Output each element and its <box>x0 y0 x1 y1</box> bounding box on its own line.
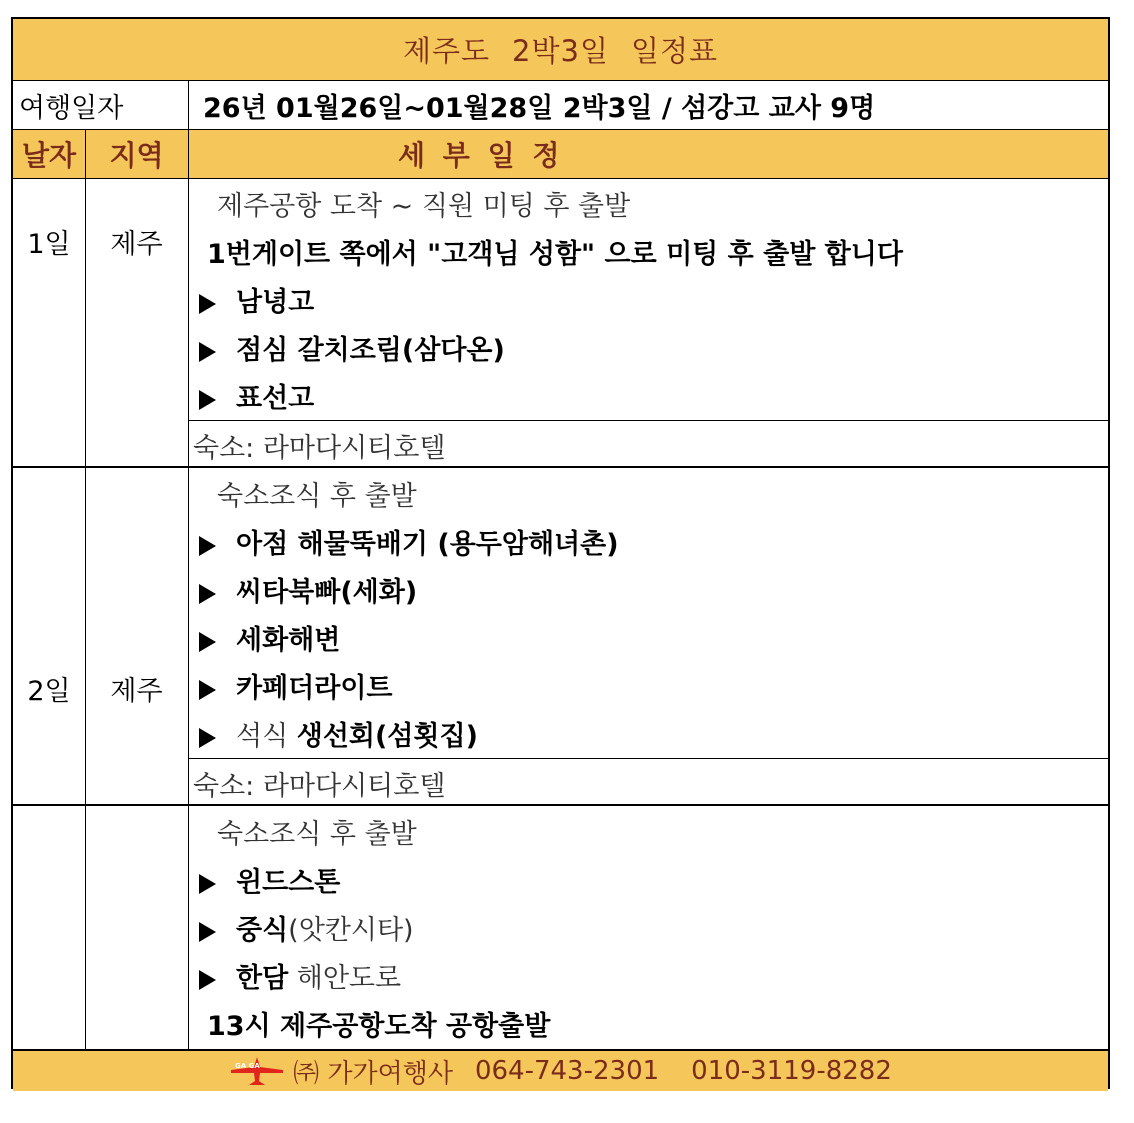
day1-item: 점심 갈치조림(삼다온) <box>199 328 505 367</box>
day1-line-1: 제주공항 도착 ~ 직원 미팅 후 출발 <box>217 191 631 222</box>
bullet-arrow-icon <box>199 728 216 748</box>
day3-line-last: 13시 제주공항도착 공항출발 <box>207 1011 551 1042</box>
day1-item: 표선고 <box>199 376 314 415</box>
bullet-arrow-icon <box>199 922 216 942</box>
title-schedule: 일정표 <box>630 34 719 68</box>
bullet-arrow-icon <box>199 294 216 314</box>
company-name: ㈜ 가가여행사 <box>293 1058 453 1089</box>
bullet-arrow-icon <box>199 680 216 700</box>
header-date: 날자 <box>21 139 77 172</box>
day1-region: 제주 <box>110 229 163 260</box>
day1-line-2: 1번게이트 쪽에서 "고객님 성함" 으로 미팅 후 출발 합니다 <box>207 239 903 270</box>
day3-item: 윈드스톤 <box>199 860 340 899</box>
svg-text:GA GA: GA GA <box>235 1062 260 1070</box>
itinerary-sheet <box>11 17 1110 1089</box>
travel-date-label: 여행일자 <box>19 92 124 124</box>
day2-item: 석식 생선회(섬횟집) <box>199 714 478 753</box>
day1-label: 1일 <box>27 229 71 260</box>
day3-item: 중식(앗칸시타) <box>199 908 414 947</box>
day2-item: 씨타북빠(세화) <box>199 570 417 609</box>
bullet-arrow-icon <box>199 342 216 362</box>
day3-item: 한담 해안도로 <box>199 956 401 995</box>
day2-item: 세화해변 <box>199 618 340 657</box>
itinerary-title <box>13 19 1108 81</box>
airplane-logo-icon <box>229 1055 285 1087</box>
day2-lodging: 숙소: 라마다시티호텔 <box>193 771 446 802</box>
day2-region: 제주 <box>110 675 163 707</box>
bullet-arrow-icon <box>199 584 216 604</box>
bullet-arrow-icon <box>199 390 216 410</box>
day1-item: 남녕고 <box>199 280 314 319</box>
header-detail: 세 부 일 정 <box>398 139 564 172</box>
travel-date-value: 26년 01월26일~01월28일 2박3일 / 섬강고 교사 9명 <box>203 92 876 124</box>
bullet-arrow-icon <box>199 536 216 556</box>
bullet-arrow-icon <box>199 874 216 894</box>
phone-office: 064-743-2301 <box>474 1056 660 1086</box>
phone-mobile: 010-3119-8282 <box>691 1056 892 1086</box>
title-place: 제주도 <box>402 34 491 68</box>
bullet-arrow-icon <box>199 632 216 652</box>
day3-line-1: 숙소조식 후 출발 <box>217 819 417 850</box>
title-duration: 2박3일 <box>512 34 609 68</box>
day2-label: 2일 <box>27 675 71 707</box>
bullet-arrow-icon <box>199 970 216 990</box>
footer <box>13 1049 1108 1091</box>
day2-item: 카페더라이트 <box>199 666 393 705</box>
day2-line-1: 숙소조식 후 출발 <box>217 481 417 512</box>
day1-lodging: 숙소: 라마다시티호텔 <box>193 433 446 464</box>
day2-item: 아점 해물뚝배기 (용두암해녀촌) <box>199 522 619 561</box>
header-region: 지역 <box>109 139 164 172</box>
